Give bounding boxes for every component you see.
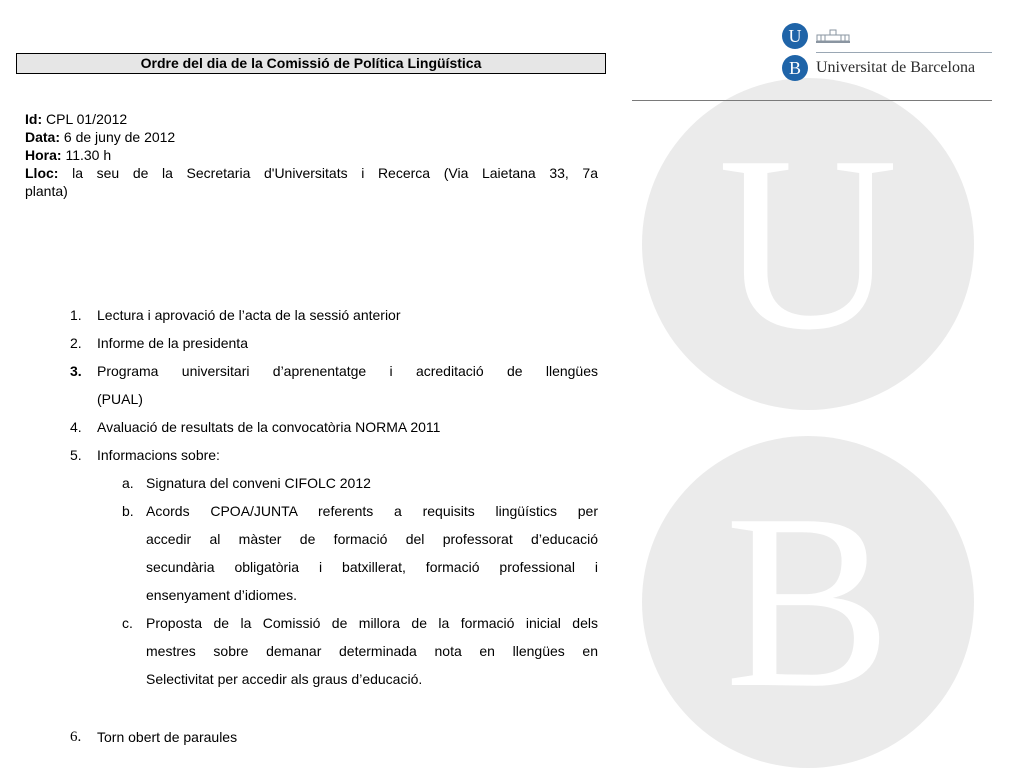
agenda-item-number: 2. (70, 335, 82, 351)
agenda-subitem-line: secundària obligatòria i batxillerat, formació professional i (146, 559, 598, 575)
building-icon (816, 29, 852, 45)
agenda-subitem-line: ensenyament d’idiomes. (146, 587, 297, 603)
agenda-subitem-letter: b. (122, 503, 134, 519)
logo-divider (816, 52, 992, 53)
agenda-item-number: 6. (70, 729, 82, 745)
agenda-item-5 (70, 441, 598, 469)
agenda-item-text: Torn obert de paraules (97, 729, 238, 745)
logo-u-badge: U (782, 23, 808, 49)
meta-time-value: 11.30 h (65, 147, 112, 163)
meta-date (25, 128, 598, 146)
agenda-subitem-line: Acords CPOA/JUNTA referents a requisits lingüístics per (146, 503, 598, 519)
agenda-subitem-line: Proposta de la Comissió de millora de la formació inicial dels (146, 615, 598, 631)
agenda-item-2 (70, 329, 598, 357)
document-title: Ordre del dia de la Comissió de Política Lingüística (16, 53, 606, 74)
agenda-item-3 (70, 357, 598, 413)
agenda-subitem-letter: a. (122, 475, 134, 491)
meta-place-continued (25, 182, 598, 200)
meta-place-label: Lloc: (25, 165, 59, 181)
meta-id-value: CPL 01/2012 (46, 111, 128, 127)
meta-place-value-line1: la seu de la Secretaria d'Universitats i Recerca (Via Laietana 33, 7a (72, 165, 598, 181)
agenda-item-4 (70, 413, 598, 441)
agenda-subitem-line: Selectivitat per accedir als graus d’educació. (146, 671, 423, 687)
agenda-item-text: Avaluació de resultats de la convocatòria NORMA 2011 (97, 419, 441, 435)
agenda-subitem-line: mestres sobre demanar determinada nota en llengües en (146, 643, 598, 659)
watermark-b-letter: B (724, 463, 892, 740)
agenda-item-1 (70, 301, 598, 329)
agenda-item-text-line1: Programa universitari d’aprenentatge i acreditació de llengües (97, 363, 598, 379)
meta-time (25, 146, 598, 164)
agenda-item-text: Lectura i aprovació de l’acta de la sessió anterior (97, 307, 401, 323)
agenda-subitem-c (122, 609, 598, 693)
meta-time-label: Hora: (25, 147, 62, 163)
agenda-item-number: 3. (70, 363, 82, 379)
meta-place (25, 164, 598, 182)
agenda-subitem-line: accedir al màster de formació del professorat d’educació (146, 531, 598, 547)
agenda-subitem-letter: c. (122, 615, 133, 631)
agenda-item-number: 4. (70, 419, 82, 435)
meta-date-label: Data: (25, 129, 61, 145)
meta-date-value: 6 de juny de 2012 (63, 129, 176, 145)
agenda-subitem-line: Signatura del conveni CIFOLC 2012 (146, 475, 371, 491)
meta-id (25, 110, 598, 128)
agenda-item-6 (70, 723, 598, 751)
watermark-u-letter: U (717, 105, 899, 382)
meta-place-value-line2: planta) (25, 183, 68, 199)
agenda-item-text: Informe de la presidenta (97, 335, 248, 351)
agenda-item-number: 1. (70, 307, 82, 323)
university-logo (782, 20, 996, 84)
meeting-details (25, 110, 598, 200)
watermark-u-circle (642, 78, 974, 410)
agenda-item-text: Informacions sobre: (97, 447, 220, 463)
agenda-item-number: 5. (70, 447, 82, 463)
agenda-item-text-line2: (PUAL) (97, 391, 143, 407)
agenda-subitem-b (122, 497, 598, 609)
watermark-b-circle (642, 436, 974, 768)
agenda-subitem-a (122, 469, 598, 497)
meta-id-label: Id: (25, 111, 43, 127)
university-name: Universitat de Barcelona (816, 59, 976, 76)
logo-b-badge: B (782, 55, 808, 81)
header-rule (632, 100, 992, 101)
